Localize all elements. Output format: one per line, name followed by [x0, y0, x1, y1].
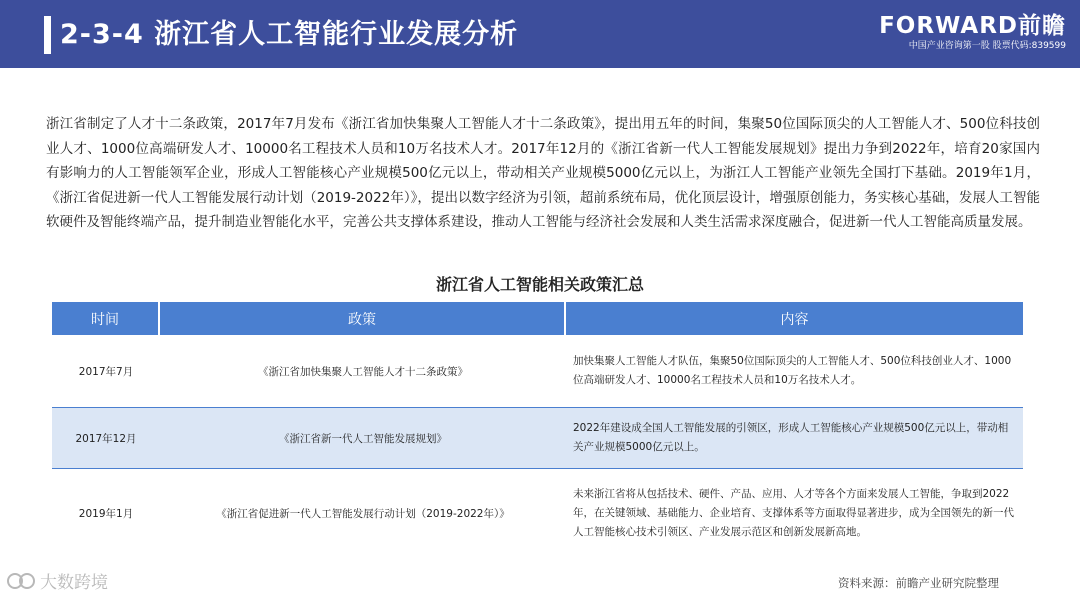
policy-table [52, 302, 1023, 557]
table-row [52, 407, 1023, 469]
table-row [52, 469, 1023, 557]
row-content: 未来浙江省将从包括技术、硬件、产品、应用、人才等各个方面来发展人工智能，争取到2022年，在关键领域、基础能力、企业培育、支撑体系等方面取得显著进步，成为全国领先的新一代人工智能核心技术引领区、产业发展示范区和创新发展新高地。 [573, 487, 1014, 538]
forward-logo [866, 12, 1066, 52]
logo-brand: FORWARD前瞻 [879, 13, 1066, 39]
row-time: 2017年12月 [75, 432, 137, 445]
table-header-row [52, 302, 1023, 335]
logo-tagline: 中国产业咨询第一股 股票代码:839599 [908, 41, 1066, 51]
row-policy: 《浙江省新一代人工智能发展规划》 [279, 432, 447, 445]
page-title: 2-3-4 浙江省人工智能行业发展分析 [60, 19, 519, 50]
row-policy: 《浙江省加快集聚人工智能人才十二条政策》 [258, 365, 468, 378]
watermark-text: 大数跨境 [40, 573, 108, 593]
header-banner [0, 0, 1080, 68]
intro-paragraph: 浙江省制定了人才十二条政策，2017年7月发布《浙江省加快集聚人工智能人才十二条政策》，提出用五年的时间，集聚50位国际顶尖的人工智能人才、500位科技创业人才、1000位高端研发人才、10000名工程技术人员和10万名技术人才。2017年12月的《浙江省新一代人工智能发展规划》提出力争到2022年，培育20家国内有影响力的人工智能领军企业，形成人工智能核心产业规模500亿元以上，带动相关产业规模5000亿元以上，为浙江人工智能产业领先全国打下基础。2019年1月，《浙江省促进新一代人工智能发展行动计划（2019-2022年）》，提出以数字经济为引领，超前系统布局，优化顶层设计，增强原创能力，务实核心基础，发展人工智能软硬件及智能终端产品，提升制造业智能化水平，完善公共支撑体系建设，推动人工智能与经济社会发展和人类生活需求深度融合，促进新一代人工智能高质量发展。 [46, 116, 1040, 231]
header-time: 时间 [52, 302, 160, 335]
table-row [52, 335, 1023, 407]
header-content: 内容 [780, 311, 809, 328]
header-policy: 政策 [160, 302, 566, 335]
row-policy: 《浙江省促进新一代人工智能发展行动计划（2019-2022年）》 [216, 507, 510, 520]
watermark-logo-icon [6, 570, 36, 592]
source-note: 资料来源：前瞻产业研究院整理 [838, 576, 999, 590]
row-content: 加快集聚人工智能人才队伍，集聚50位国际顶尖的人工智能人才、500位科技创业人才、1000位高端研发人才、10000名工程技术人员和10万名技术人才。 [573, 355, 1012, 386]
title-accent-bar [44, 16, 51, 54]
table-title: 浙江省人工智能相关政策汇总 [435, 275, 644, 294]
row-content: 2022年建设成全国人工智能发展的引领区，形成人工智能核心产业规模500亿元以上，带动相关产业规模5000亿元以上。 [573, 422, 1009, 453]
watermark [6, 568, 108, 593]
row-time: 2017年7月 [78, 365, 134, 378]
row-time: 2019年1月 [78, 507, 134, 520]
